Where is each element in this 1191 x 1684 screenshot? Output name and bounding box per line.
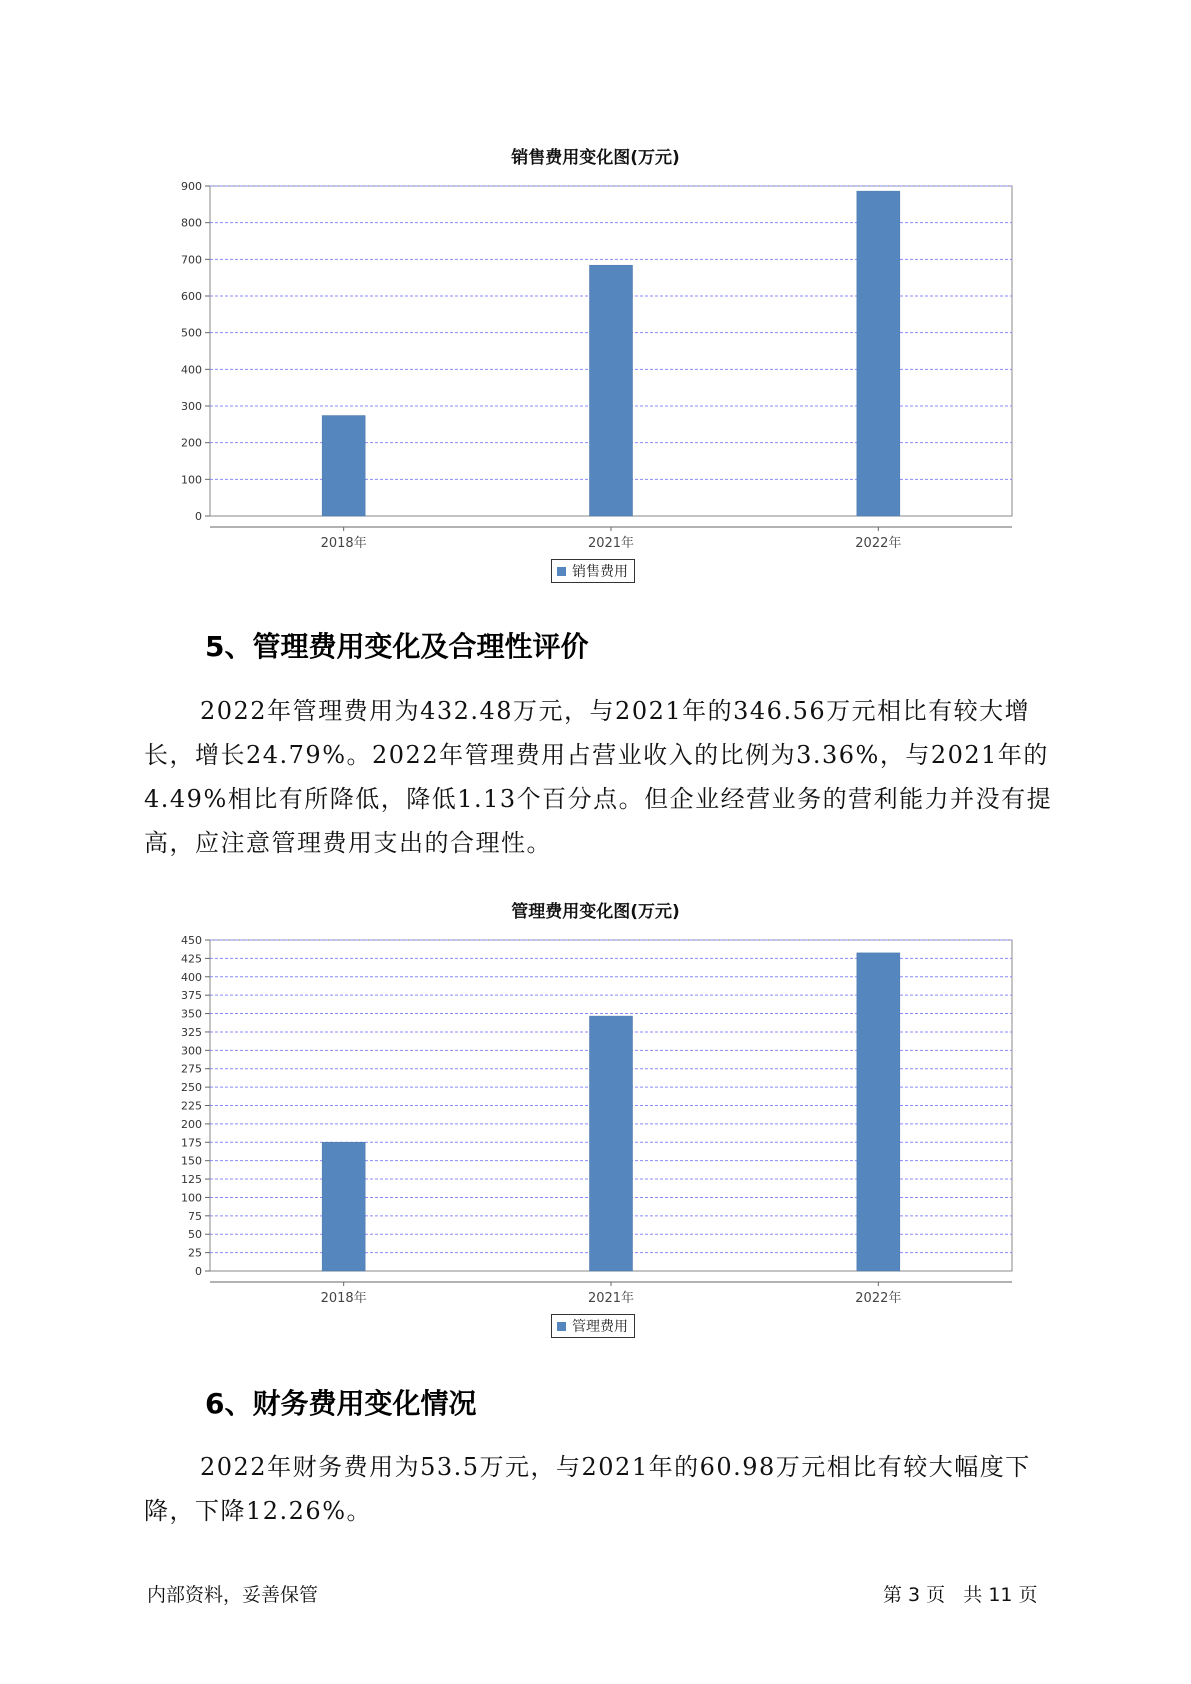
- y-tick-label: 700: [181, 253, 202, 267]
- y-tick-label: 175: [181, 1136, 202, 1150]
- x-tick-label: 2022年: [855, 536, 902, 551]
- y-tick-label: 225: [181, 1099, 202, 1113]
- y-tick-label: 100: [181, 1191, 202, 1205]
- legend-label-sales: 销售费用: [572, 564, 628, 580]
- bar: [857, 953, 900, 1271]
- footer-page-number: 第 3 页 共 11 页: [883, 1584, 1038, 1606]
- y-tick-label: 350: [181, 1007, 202, 1021]
- section5-heading: 5、管理费用变化及合理性评价: [205, 630, 589, 663]
- y-tick-label: 325: [181, 1025, 202, 1039]
- y-tick-label: 425: [181, 952, 202, 966]
- legend-label-admin: 管理费用: [572, 1319, 628, 1335]
- footer-confidential-note: 内部资料，妥善保管: [147, 1584, 319, 1606]
- y-tick-label: 200: [181, 436, 202, 450]
- x-tick-label: 2018年: [320, 1291, 367, 1306]
- y-tick-label: 400: [181, 970, 202, 984]
- y-tick-label: 450: [181, 934, 202, 947]
- y-tick-label: 150: [181, 1154, 202, 1168]
- y-tick-label: 125: [181, 1173, 202, 1187]
- y-tick-label: 25: [188, 1246, 202, 1260]
- chart-title-sales: 销售费用变化图(万元): [511, 148, 680, 168]
- y-tick-label: 400: [181, 363, 202, 377]
- y-tick-label: 900: [181, 180, 202, 193]
- bar: [590, 1016, 633, 1271]
- y-tick-label: 0: [195, 1265, 202, 1278]
- y-tick-label: 300: [181, 1044, 202, 1058]
- x-tick-label: 2018年: [320, 536, 367, 551]
- y-tick-label: 50: [188, 1228, 202, 1242]
- y-tick-label: 200: [181, 1117, 202, 1131]
- section5-paragraph: 2022年管理费用为432.48万元，与2021年的346.56万元相比有较大增长，增长24.79%。2022年管理费用占营业收入的比例为3.36%，与2021年的4.49%相比有所降低，降低1.13个百分点。但企业经营业务的营利能力并没有提高，应注意管理费用支出的合理性。: [144, 697, 1053, 857]
- y-tick-label: 800: [181, 216, 202, 230]
- chart-title-admin: 管理费用变化图(万元): [511, 902, 680, 922]
- y-tick-label: 100: [181, 473, 202, 487]
- x-tick-label: 2022年: [855, 1291, 902, 1306]
- legend-swatch: [557, 1322, 566, 1331]
- y-tick-label: 600: [181, 290, 202, 303]
- bar: [322, 1142, 365, 1271]
- x-tick-label: 2021年: [587, 1291, 635, 1306]
- y-tick-label: 250: [181, 1081, 202, 1095]
- y-tick-label: 0: [195, 510, 202, 523]
- y-tick-label: 375: [181, 989, 202, 1003]
- section6-paragraph: 2022年财务费用为53.5万元，与2021年的60.98万元相比有较大幅度下降，下降12.26%。: [144, 1453, 1031, 1525]
- legend-admin: [551, 1314, 635, 1338]
- x-tick-label: 2021年: [587, 536, 635, 551]
- y-tick-label: 500: [181, 326, 202, 340]
- y-tick-label: 275: [181, 1062, 202, 1076]
- y-tick-label: 300: [181, 400, 202, 413]
- y-tick-label: 75: [188, 1209, 202, 1223]
- section6-heading: 6、财务费用变化情况: [205, 1387, 477, 1420]
